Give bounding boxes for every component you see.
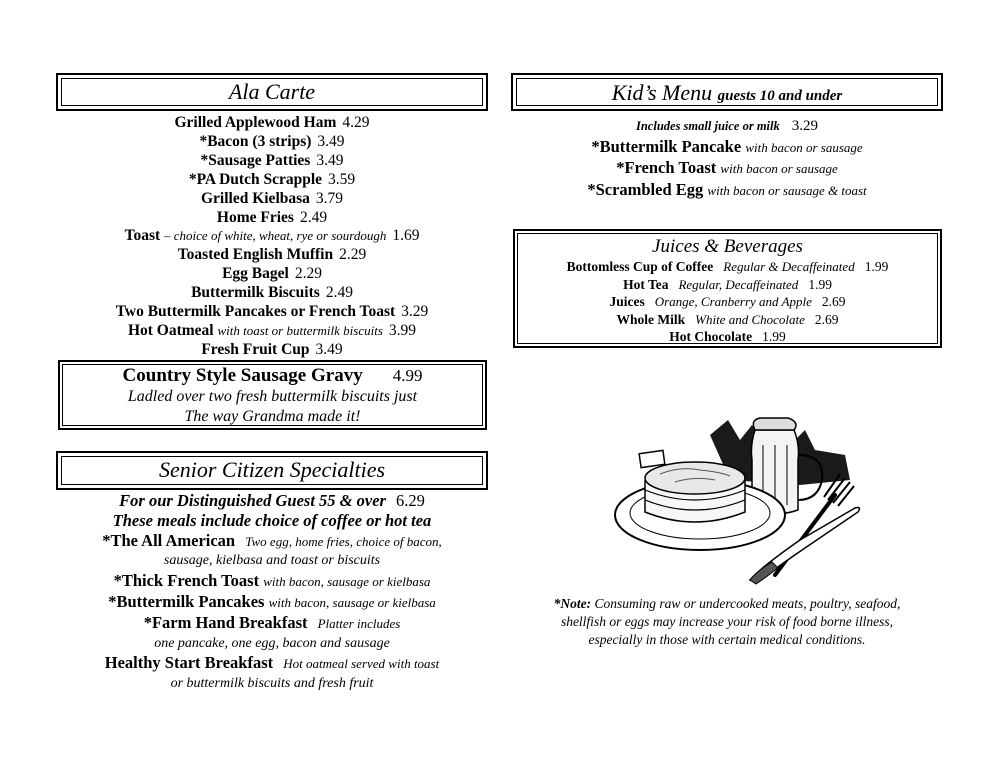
health-note-line3: especially in those with certain medical conditions. bbox=[588, 632, 866, 647]
ala-carte-header bbox=[56, 73, 488, 111]
kids-title: Kid’s Menu bbox=[611, 80, 713, 105]
kids-list bbox=[511, 115, 943, 201]
ala-carte-item: Home Fries 2.49 bbox=[216, 208, 328, 226]
senior-item: *Thick French Toast with bacon, sausage or kielbasa bbox=[113, 571, 431, 591]
ala-carte-item: *Sausage Patties 3.49 bbox=[200, 151, 344, 169]
senior-title: Senior Citizen Specialties bbox=[158, 457, 386, 482]
ala-carte-item: Fresh Fruit Cup 3.49 bbox=[201, 340, 343, 358]
health-note-line2: shellfish or eggs may increase your risk of food borne illness, bbox=[560, 614, 894, 629]
beverage-item: Whole Milk White and Chocolate 2.69 bbox=[616, 311, 839, 327]
ala-carte-item: Grilled Kielbasa 3.79 bbox=[200, 189, 344, 207]
ala-carte-title: Ala Carte bbox=[228, 79, 316, 104]
ala-carte-list bbox=[56, 114, 488, 360]
pancake-breakfast-illustration bbox=[600, 400, 870, 585]
senior-item: Healthy Start Breakfast Hot oatmeal served with toast bbox=[104, 653, 440, 673]
beverages-title: Juices & Beverages bbox=[652, 236, 803, 257]
ala-carte-item: Toast – choice of white, wheat, rye or sourdough 1.69 bbox=[124, 227, 420, 245]
senior-item-desc: or buttermilk biscuits and fresh fruit bbox=[170, 676, 374, 692]
kids-header bbox=[511, 73, 943, 111]
ala-carte-item: Egg Bagel 2.29 bbox=[222, 265, 322, 283]
senior-item: *Farm Hand Breakfast Platter includes bbox=[143, 612, 401, 632]
kids-subtitle: guests 10 and under bbox=[717, 88, 843, 104]
ala-carte-item: *PA Dutch Scrapple 3.59 bbox=[188, 170, 356, 188]
kids-item: *French Toast with bacon or sausage bbox=[616, 158, 838, 177]
beverage-item: Juices Orange, Cranberry and Apple 2.69 bbox=[609, 294, 846, 309]
senior-item-desc: one pancake, one egg, bacon and sausage bbox=[154, 635, 390, 651]
gravy-box bbox=[58, 360, 487, 430]
ala-carte-item: Buttermilk Biscuits 2.49 bbox=[191, 284, 353, 302]
senior-item: *The All American Two egg, home fries, choice of bacon, bbox=[102, 530, 442, 550]
beverage-item: Hot Chocolate 1.99 bbox=[669, 329, 786, 344]
health-note-line1: *Note: Consuming raw or undercooked meats, poultry, seafood, bbox=[553, 596, 901, 611]
beverage-item: Hot Tea Regular, Decaffeinated 1.99 bbox=[623, 276, 832, 292]
ala-carte-item: Grilled Applewood Ham 4.29 bbox=[174, 114, 370, 131]
beverage-item: Bottomless Cup of Coffee Regular & Decaffeinated 1.99 bbox=[566, 259, 889, 274]
senior-note: These meals include choice of coffee or hot tea bbox=[112, 510, 432, 530]
health-note bbox=[511, 595, 943, 649]
senior-item-desc: sausage, kielbasa and toast or biscuits bbox=[163, 553, 381, 569]
ala-carte-item: Hot Oatmeal with toast or buttermilk biscuits 3.99 bbox=[127, 321, 417, 339]
ala-carte-item: *Bacon (3 strips) 3.49 bbox=[199, 132, 345, 150]
ala-carte-item: Two Buttermilk Pancakes or French Toast 3.29 bbox=[115, 303, 429, 321]
gravy-title: Country Style Sausage Gravy 4.99 bbox=[122, 365, 423, 386]
kids-includes: Includes small juice or milk 3.29 bbox=[635, 118, 818, 134]
senior-list bbox=[56, 491, 488, 694]
gravy-desc-line1: Ladled over two fresh buttermilk biscuits just bbox=[127, 388, 418, 405]
kids-item: *Buttermilk Pancake with bacon or sausage bbox=[591, 136, 863, 156]
gravy-desc-line2: The way Grandma made it! bbox=[184, 408, 361, 425]
beverages-box bbox=[513, 229, 942, 348]
senior-item: *Buttermilk Pancakes with bacon, sausage or kielbasa bbox=[108, 591, 436, 611]
ala-carte-item: Toasted English Muffin 2.29 bbox=[177, 246, 367, 264]
senior-header bbox=[56, 451, 488, 490]
senior-intro: For our Distinguished Guest 55 & over 6.29 bbox=[119, 491, 425, 510]
kids-item: *Scrambled Egg with bacon or sausage & toast bbox=[587, 179, 867, 199]
